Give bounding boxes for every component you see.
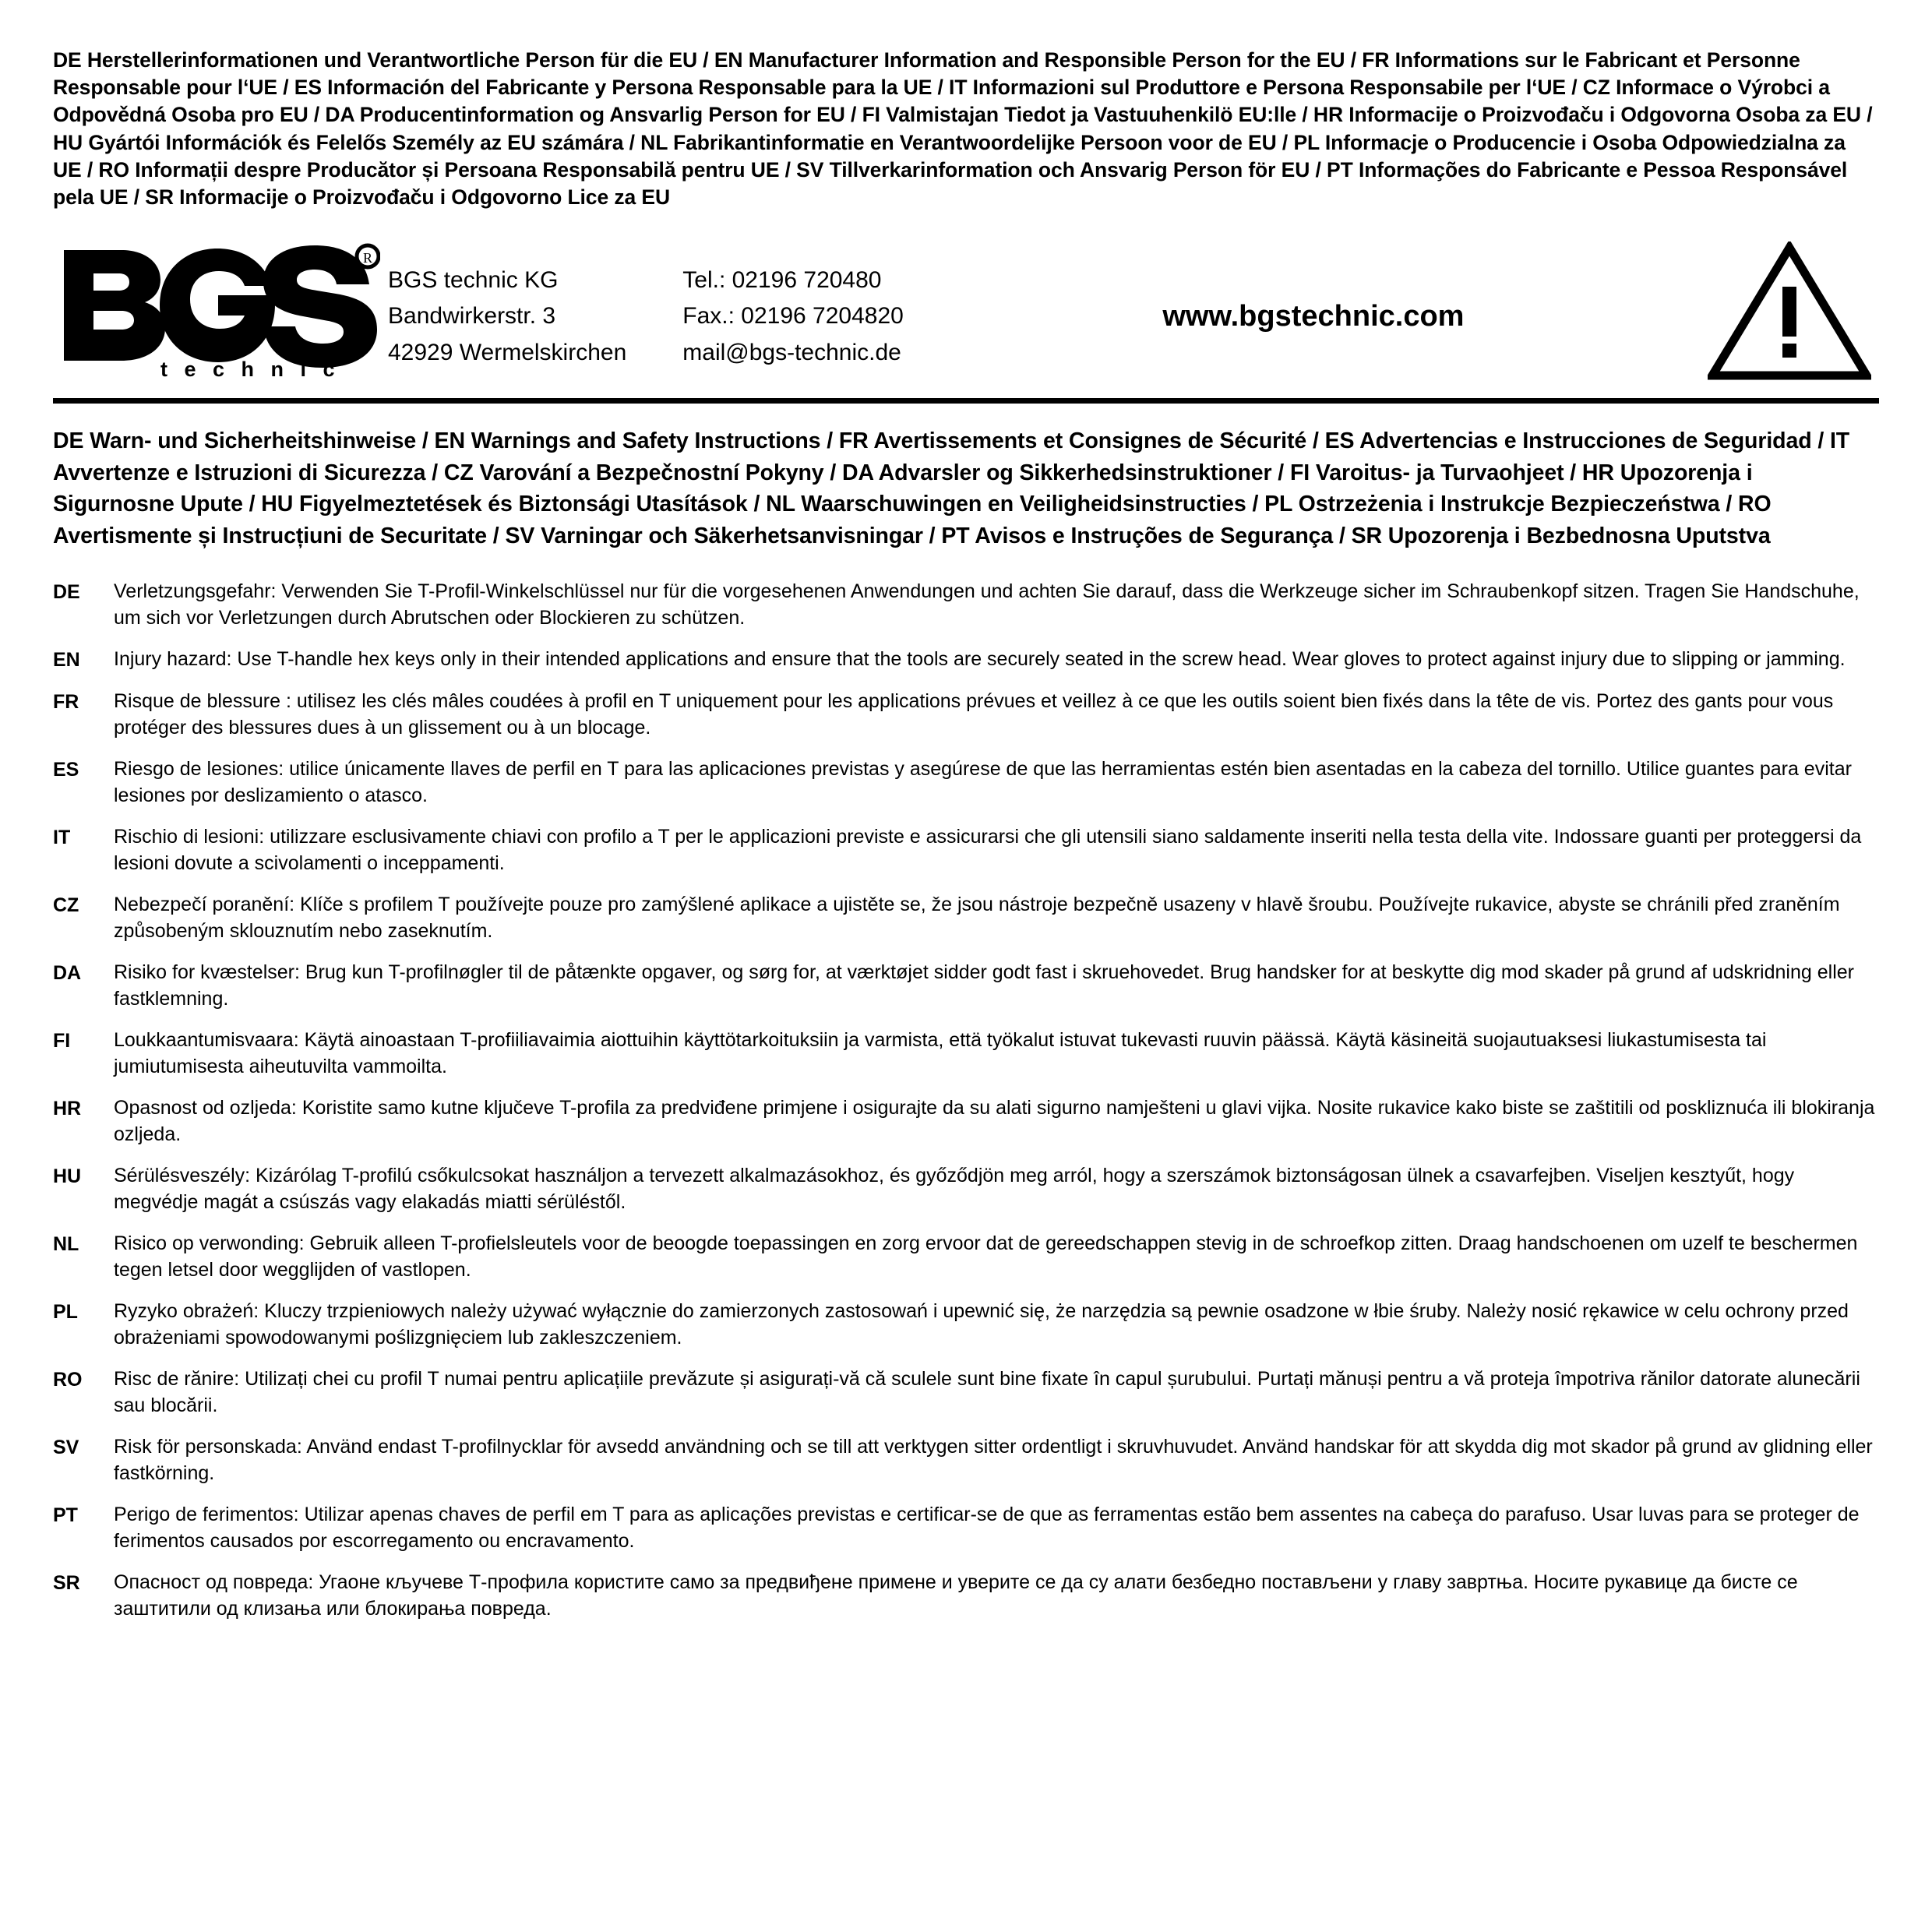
list-item [53, 578, 1879, 631]
language-code: HU [53, 1165, 82, 1188]
instruction-text: Risico op verwonding: Gebruik alleen T-profielsleutels voor de beoogde toepassingen en zorg ervoor dat de gereedschappen stevig in de schroefkop zitten. Draag handschoenen om uzelf te beschermen tegen letsel door wegglijden of vastlopen. [114, 1232, 1858, 1282]
instruction-text: Riesgo de lesiones: utilice únicamente llaves de perfil en T para las aplicaciones previstas y asegúrese de que las herramientas estén bien asentadas en la cabeza del tornillo. Utilice guantes para evitar lesiones por deslizamiento o atasco. [114, 758, 1852, 807]
list-item [53, 756, 1879, 809]
language-code: RO [53, 1369, 83, 1391]
warnings-heading: DE Warn- und Sicherheitshinweise / EN Warnings and Safety Instructions / FR Avertissements et Consignes de Sécurité / ES Advertencias e Instrucciones de Seguridad / IT Avvertenze e Istruzioni di Sicurezza / CZ Varování a Bezpečnostní Pokyny / DA Advarsler og Sikkerhedsinstruktioner / FI Varoitus- ja Turvaohjeet / HR Upozorenja i Sigurnosne Upute / HU Figyelmeztetések és Biztonsági Utasítások / NL Waarschuwingen en Veiligheidsinstructies / PL Ostrzeżenia i Instrukcje Bezpieczeństwa / RO Avertismente și Instrucțiuni de Securitate / SV Varningar och Säkerhetsanvisningar / PT Avisos e Instruções de Segurança / SR Upozorenja i Bezbednosna Uputstva [53, 428, 1850, 548]
company-contact [682, 256, 904, 372]
list-item [53, 1027, 1879, 1080]
instruction-text: Opasnost od ozljeda: Koristite samo kutne ključeve T-profila za predviđene primjene i osigurajte da su alati sigurno namješteni u glavi vijka. Nosite rukavice kako biste se zaštitili od poskliznuća ili blokiranja ozljeda. [114, 1097, 1875, 1146]
manufacturer-info-heading: DE Herstellerinformationen und Verantwortliche Person für die EU / EN Manufacturer Information and Responsible Person for the EU / FR Informations sur le Fabricant et Personne Responsable pour l‘UE / ES Información del Fabricante y Persona Responsable para la UE / IT Informazioni sul Produttore e Persona Responsabile per l‘UE / CZ Informace o Výrobci a Odpovědná Osoba pro EU / DA Producentinformation og Ansvarlig Person for EU / FI Valmistajan Tiedot ja Vastuuhenkilö EU:lle / HR Informacije o Proizvođaču i Odgovorna Osoba za EU / HU Gyártói Információk és Felelős Személy az EU számára / NL Fabrikantinformatie en Verantwoordelijke Persoon voor de EU / PL Informacje o Producencie i Osoba Odpowiedzialna za UE / RO Informații despre Producător și Persoana Responsabilă pentru UE / SV Tillverkarinformation och Ansvarig Person för EU / PT Informações do Fabricante e Pessoa Responsável pela UE / SR Informacije o Proizvođaču i Odgovorno Lice za EU [53, 48, 1873, 210]
instruction-text: Injury hazard: Use T-handle hex keys only in their intended applications and ensure that the tools are securely seated in the screw head. Wear gloves to protect against injury due to slipping or jamming. [114, 648, 1846, 671]
instruction-text: Loukkaantumisvaara: Käytä ainoastaan T-profiiliavaimia aiottuihin käyttötarkoituksiin ja varmista, että työkalut istuvat tukevasti ruuvin päässä. Käytä käsineitä suojautuaksesi liukastumisesta tai jumiutumisesta aiheutuvilta vammoilta. [114, 1029, 1767, 1078]
instruction-text: Risk för personskada: Använd endast T-profilnycklar för avsedd användning och se till att verktygen sitter ordentligt i skruvhuvudet. Använd handskar för att skydda dig mot skador på grund av glidning eller fastkörning. [114, 1436, 1873, 1485]
language-code: PL [53, 1301, 78, 1324]
company-email[interactable]: mail@bgs-technic.de [682, 339, 901, 365]
language-code: ES [53, 759, 79, 781]
language-code: EN [53, 649, 80, 672]
instructions-list [53, 578, 1879, 1622]
language-code: PT [53, 1504, 78, 1527]
instruction-text: Risiko for kvæstelser: Brug kun T-profilnøgler til de påtænkte opgaver, og sørg for, at værktøjet sidder godt fast i skruehovedet. Brug handsker for at beskytte dig mod skader på grund af udskridning eller fastklemning. [114, 961, 1854, 1010]
company-website[interactable]: www.bgstechnic.com [1162, 299, 1465, 333]
registered-trademark-icon [357, 245, 379, 267]
instruction-text: Nebezpečí poranění: Klíče s profilem T používejte pouze pro zamýšlené aplikace a ujistěte se, že jsou nástroje bezpečně usazeny v hlavě šroubu. Používejte rukavice, abyste se chránili před zraněním způsobeným sklouznutím nebo zaseknutím. [114, 894, 1840, 943]
company-tel: Tel.: 02196 720480 [682, 266, 882, 293]
language-code: HR [53, 1098, 82, 1120]
list-item [53, 1298, 1879, 1351]
instruction-text: Rischio di lesioni: utilizzare esclusivamente chiavi con profilo a T per le applicazioni previste e assicurarsi che gli utensili siano saldamente inseriti nella testa della vite. Indossare guanti per proteggersi da lesioni dovute a scivolamenti o inceppamenti. [114, 826, 1862, 875]
svg-text:R: R [362, 250, 373, 266]
company-info-band [53, 231, 1879, 395]
instruction-text: Risque de blessure : utilisez les clés mâles coudées à profil en T uniquement pour les applications prévues et veillez à ce que les outils soient bien fixés dans la tête de vis. Portez des gants pour vous protéger des blessures dues à un glissement ou à un blocage. [114, 690, 1834, 739]
company-fax: Fax.: 02196 7204820 [682, 303, 904, 330]
language-code: NL [53, 1233, 79, 1256]
list-item [53, 1095, 1879, 1148]
instruction-text: Sérülésveszély: Kizárólag T-profilú csőkulcsokat használjon a tervezett alkalmazásokhoz, és győződjön meg arról, hogy a szerszámok biztonságosan ülnek a csavarfejben. Viseljen kesztyűt, hogy megvédje magát a csúszás vagy elakadás miatti sérüléstől. [114, 1165, 1795, 1214]
company-name: BGS technic KG [388, 266, 559, 293]
language-code: SV [53, 1437, 79, 1459]
list-item [53, 1162, 1879, 1215]
language-code: SR [53, 1572, 80, 1595]
language-code: FI [53, 1030, 71, 1052]
list-item [53, 646, 1879, 673]
company-street: Bandwirkerstr. 3 [388, 303, 556, 330]
list-item [53, 1501, 1879, 1554]
language-code: FR [53, 691, 79, 714]
svg-text:t e c h n i c: t e c h n i c [160, 358, 340, 382]
language-code: CZ [53, 894, 79, 917]
bgs-logo [53, 239, 380, 387]
language-code: DA [53, 962, 82, 985]
divider-rule [53, 398, 1879, 404]
instruction-text: Опасност од повреда: Угаоне кључеве Т-профила користите само за предвиђене примене и уверите се да су алати безбедно постављени у главу завртња. Носите рукавице да бисте се заштитили од клизања или блокирања повреда. [114, 1571, 1798, 1620]
list-item [53, 823, 1879, 876]
instruction-text: Perigo de ferimentos: Utilizar apenas chaves de perfil em T para as aplicações previstas e certificar-se de que as ferramentas estão bem assentes na cabeça do parafuso. Usar luvas para se proteger de ferimentos causados por escorregamento ou encravamento. [114, 1504, 1860, 1553]
instruction-text: Ryzyko obrażeń: Kluczy trzpieniowych należy używać wyłącznie do zamierzonych zastosowań i upewnić się, że narzędzia są pewnie osadzone w łbie śruby. Należy nosić rękawice w celu ochrony przed obrażeniami spowodowanymi poślizgnięciem lub zakleszczeniem. [114, 1300, 1849, 1349]
list-item [53, 1230, 1879, 1283]
list-item [53, 959, 1879, 1012]
list-item [53, 1569, 1879, 1622]
list-item [53, 1366, 1879, 1419]
language-code: IT [53, 827, 71, 849]
list-item [53, 1433, 1879, 1486]
instruction-text: Risc de rănire: Utilizați chei cu profil T numai pentru aplicațiile prevăzute și asigurați-vă că sculele sunt bine fixate în capul șurubului. Purtați mănuși pentru a vă proteja împotriva rănilor datorate alunecării sau blocării. [114, 1368, 1860, 1417]
warning-triangle-icon [1708, 242, 1879, 386]
language-code: DE [53, 581, 80, 604]
company-city: 42929 Wermelskirchen [388, 339, 627, 365]
company-address [388, 256, 626, 372]
list-item [53, 688, 1879, 741]
instruction-text: Verletzungsgefahr: Verwenden Sie T-Profil-Winkelschlüssel nur für die vorgesehenen Anwendungen und achten Sie darauf, dass die Werkzeuge sicher im Schraubenkopf sitzen. Tragen Sie Handschuhe, um sich vor Verletzungen durch Abrutschen oder Blockieren zu schützen. [114, 580, 1860, 629]
list-item [53, 891, 1879, 944]
